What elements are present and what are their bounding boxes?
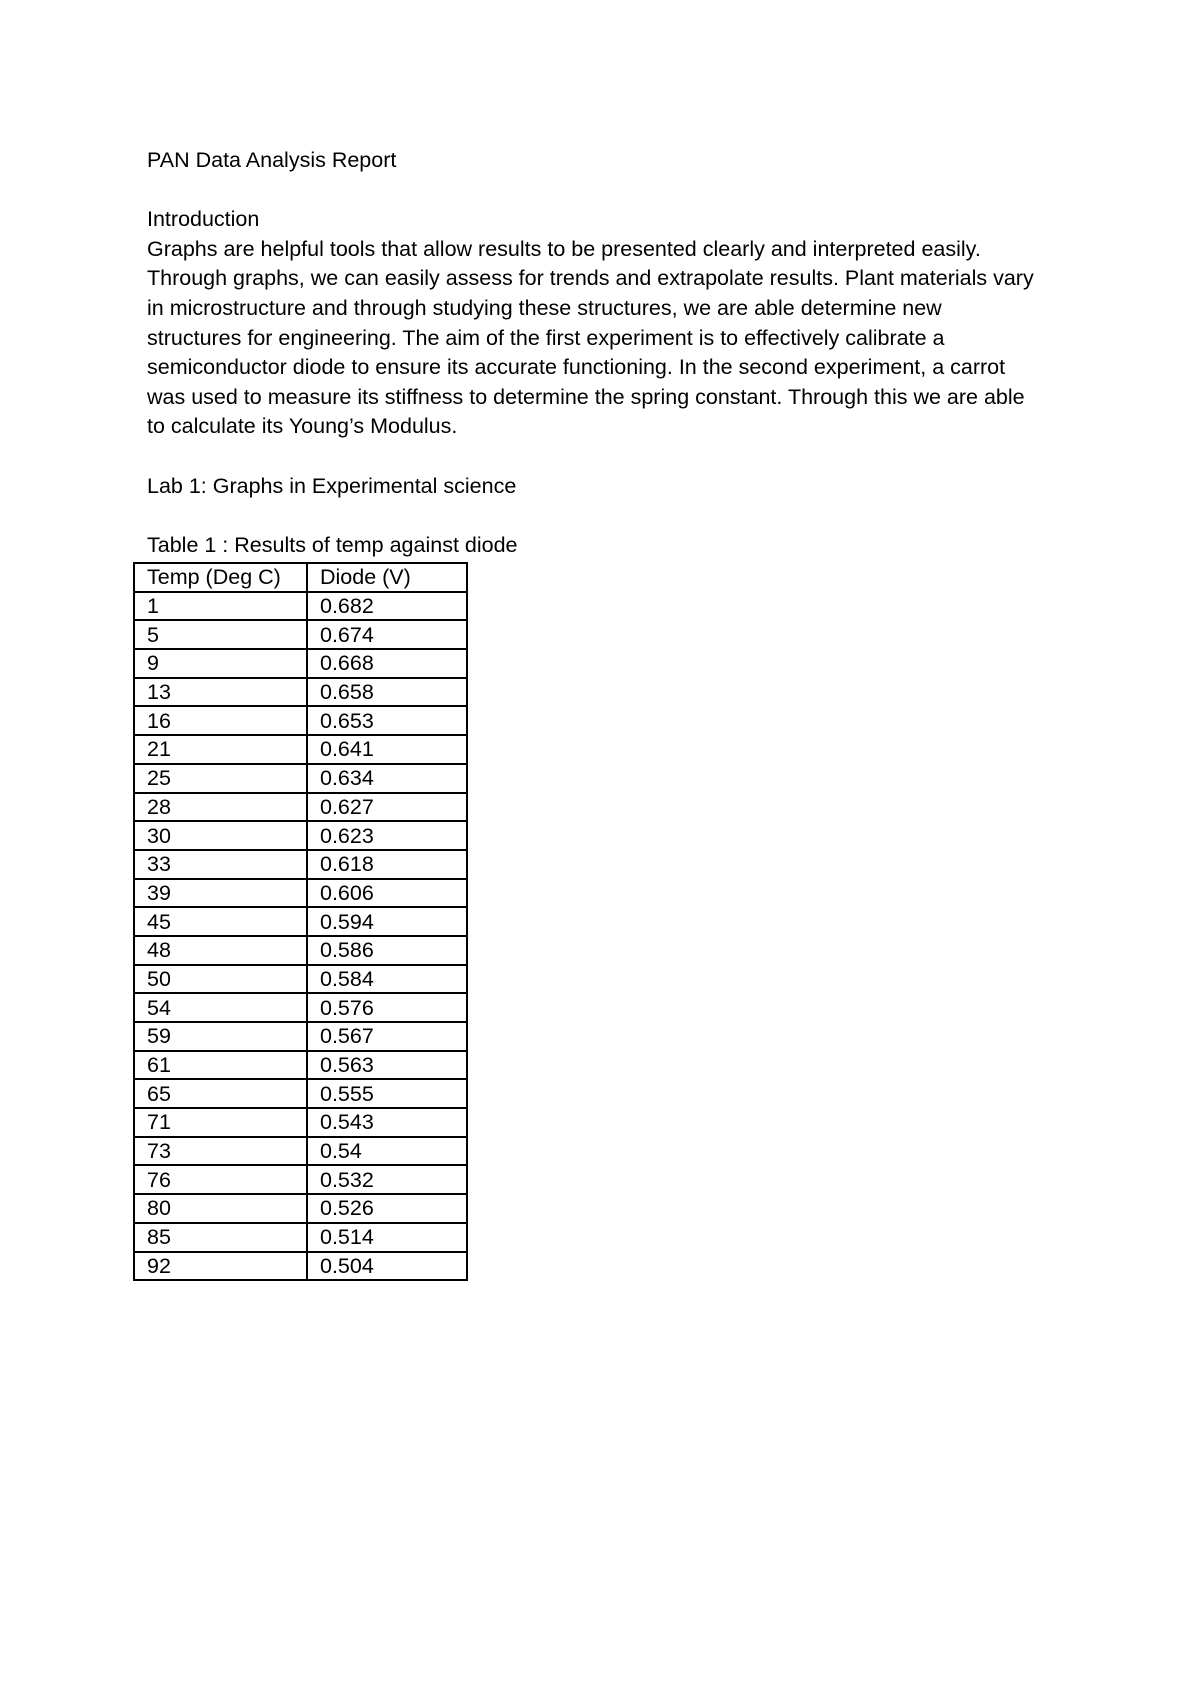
table-row [134, 1194, 467, 1223]
temp-cell: 92 [134, 1252, 307, 1281]
table-row [134, 965, 467, 994]
diode-cell: 0.641 [307, 735, 467, 764]
spacer [147, 501, 1067, 531]
temp-cell: 21 [134, 735, 307, 764]
diode-cell: 0.567 [307, 1022, 467, 1051]
intro-paragraph-line: was used to measure its stiffness to determine the spring constant. Through this we are able [147, 384, 1025, 409]
results-table [133, 562, 468, 1281]
table-row [134, 649, 467, 678]
table-row [134, 764, 467, 793]
temp-cell: 13 [134, 678, 307, 707]
intro-paragraph-line: semiconductor diode to ensure its accurate functioning. In the second experiment, a carrot [147, 355, 1006, 380]
temp-cell: 28 [134, 793, 307, 822]
diode-cell: 0.532 [307, 1165, 467, 1194]
table-row [134, 1079, 467, 1108]
temp-cell: 76 [134, 1165, 307, 1194]
diode-cell: 0.627 [307, 793, 467, 822]
diode-cell: 0.584 [307, 965, 467, 994]
temp-cell: 25 [134, 764, 307, 793]
column-header-temp: Temp (Deg C) [134, 563, 307, 592]
temp-cell: 1 [134, 592, 307, 621]
temp-cell: 73 [134, 1137, 307, 1166]
diode-cell: 0.514 [307, 1223, 467, 1252]
diode-cell: 0.668 [307, 649, 467, 678]
temp-cell: 85 [134, 1223, 307, 1252]
diode-cell: 0.576 [307, 993, 467, 1022]
table-row [134, 936, 467, 965]
temp-cell: 65 [134, 1079, 307, 1108]
column-header-diode: Diode (V) [307, 563, 467, 592]
diode-cell: 0.674 [307, 620, 467, 649]
table-row [134, 1108, 467, 1137]
temp-cell: 33 [134, 850, 307, 879]
document-title: PAN Data Analysis Report [147, 148, 397, 172]
table-header-row [134, 563, 467, 592]
temp-cell: 16 [134, 706, 307, 735]
intro-heading: Introduction [147, 207, 260, 232]
table-row [134, 907, 467, 936]
table-row [134, 1165, 467, 1194]
table-row [134, 1051, 467, 1080]
table-row [134, 1252, 467, 1281]
intro-paragraph-line: to calculate its Young’s Modulus. [147, 414, 458, 439]
table-caption: Table 1 : Results of temp against diode [147, 532, 518, 557]
table-row [134, 993, 467, 1022]
temp-cell: 39 [134, 879, 307, 908]
temp-cell: 80 [134, 1194, 307, 1223]
temp-cell: 50 [134, 965, 307, 994]
diode-cell: 0.606 [307, 879, 467, 908]
diode-cell: 0.618 [307, 850, 467, 879]
temp-cell: 48 [134, 936, 307, 965]
table-row [134, 879, 467, 908]
spacer [147, 442, 1067, 472]
diode-cell: 0.563 [307, 1051, 467, 1080]
table-row [134, 1022, 467, 1051]
temp-cell: 9 [134, 649, 307, 678]
intro-paragraph-line: in microstructure and through studying these structures, we are able determine new [147, 295, 942, 320]
diode-cell: 0.555 [307, 1079, 467, 1108]
lab-heading: Lab 1: Graphs in Experimental science [147, 473, 517, 498]
table-row [134, 592, 467, 621]
table-row [134, 1223, 467, 1252]
diode-cell: 0.504 [307, 1252, 467, 1281]
intro-paragraph-line: structures for engineering. The aim of the first experiment is to effectively calibrate a [147, 325, 945, 350]
table-row [134, 678, 467, 707]
temp-cell: 61 [134, 1051, 307, 1080]
table-row [134, 706, 467, 735]
temp-cell: 5 [134, 620, 307, 649]
diode-cell: 0.54 [307, 1137, 467, 1166]
intro-paragraph-line: Graphs are helpful tools that allow results to be presented clearly and interpreted easily. [147, 236, 981, 261]
table-row [134, 821, 467, 850]
document-body [147, 146, 1067, 560]
temp-cell: 45 [134, 907, 307, 936]
table-row [134, 850, 467, 879]
table-row [134, 1137, 467, 1166]
temp-cell: 59 [134, 1022, 307, 1051]
diode-cell: 0.586 [307, 936, 467, 965]
table-row [134, 620, 467, 649]
table-row [134, 793, 467, 822]
intro-paragraph-line: Through graphs, we can easily assess for trends and extrapolate results. Plant materials vary [147, 266, 1034, 291]
diode-cell: 0.623 [307, 821, 467, 850]
diode-cell: 0.526 [307, 1194, 467, 1223]
temp-cell: 71 [134, 1108, 307, 1137]
table-body [134, 592, 467, 1281]
diode-cell: 0.634 [307, 764, 467, 793]
spacer [147, 176, 1067, 206]
diode-cell: 0.682 [307, 592, 467, 621]
diode-cell: 0.653 [307, 706, 467, 735]
temp-cell: 30 [134, 821, 307, 850]
table-row [134, 735, 467, 764]
diode-cell: 0.543 [307, 1108, 467, 1137]
diode-cell: 0.658 [307, 678, 467, 707]
temp-cell: 54 [134, 993, 307, 1022]
diode-cell: 0.594 [307, 907, 467, 936]
